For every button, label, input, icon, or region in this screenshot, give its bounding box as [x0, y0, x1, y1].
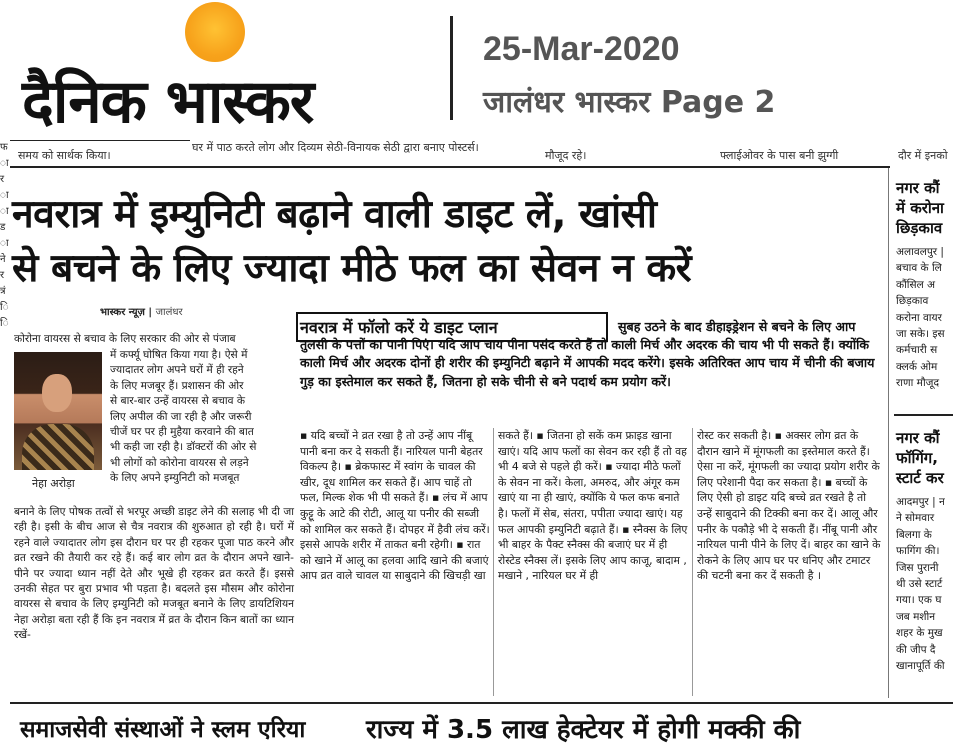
masthead-divider	[450, 16, 453, 120]
newspaper-logo: दैनिक भास्कर	[22, 67, 314, 137]
bottom-headline-2: राज्य में 3.5 लाख हेक्टेयर में होगी मक्की की	[366, 715, 801, 745]
byline: भास्कर न्यूज़ | जालंधर	[100, 307, 183, 318]
edition-date: 25-Mar-2020	[483, 30, 680, 68]
snippet: घर में पाठ करते लोग और दिव्यम सेठी-विनायक सेठी द्वारा बनाए पोस्टर्स।	[192, 141, 479, 154]
divider	[10, 166, 890, 168]
intro-wrap: में कर्फ्यू घोषित किया गया है। ऐसे में ज्यादातर लोग अपने घरों में ही रहने के लिए मजबूर हैं। प्रशासन की ओर से बार-बार उन्हें वायरस से बचाव के लिए अपील की जा रही है और जरूरी चीजें घर पर ही मुहैया करवाने की बात भी कही जा रही है। डॉक्टरों की ओर से भी लोगों को कोरोना वायरस से लड़ने के लिए अपने इम्युनिटी को मजबूत	[110, 349, 257, 485]
snippet: समय को सार्थक किया।	[18, 149, 111, 162]
byline-city: जालंधर	[155, 307, 183, 318]
headline-line-2: से बचने के लिए ज्यादा मीठे फल का सेवन न करें	[12, 246, 692, 291]
snippet: दौर में इनको	[898, 149, 948, 162]
right-story-2-head: नगर कौं फॉगिंग, स्टार्ट कर	[896, 429, 944, 487]
divider	[894, 414, 953, 416]
tips-column-1: ▪ यदि बच्चों ने व्रत रखा है तो उन्हें आप नींबू पानी बना कर दे सकती हैं। नारियल पानी बेहतर विकल्प है। ▪ ब्रेकफास्ट में स्वांग के चावल की खीर, दूध शामिल कर सकते हैं। आप चाहें तो फल, मिल्क शेक भी पी सकते हैं। ▪ लंच में आप कुट्टू के आटे की रोटी, आलू या पनीर की सब्जी को शामिल कर सकते हैं। दोपहर में हैवी लंच करें। इससे आपके शरीर में ताकत बनी रहेगी। ▪ रात को खाने में आलू का हलवा आदि खाने की बजाएं आप व्रत वाले चावल या साबुदाने की खिचड़ी खा	[300, 429, 490, 583]
snippet: मौजूद रहे।	[545, 149, 587, 162]
byline-source: भास्कर न्यूज़	[100, 307, 145, 318]
headline-line-1: नवरात्र में इम्युनिटी बढ़ाने वाली डाइट लें, खांसी	[12, 192, 657, 237]
intro-top: कोरोना वायरस से बचाव के लिए सरकार की ओर से पंजाब	[14, 333, 236, 345]
author-photo	[14, 352, 102, 470]
diet-lead: सुबह उठने के बाद डीहाइड्रेशन से बचने के लिए आप तुलसी के पत्तों का पानी पिएं। यदि आप चाय पीना पसंद करते हैं तो काली मिर्च और अदरक की चाय भी पी सकते हैं। क्योंकि काली मिर्च और अदरक दोनों ही शरीर की इम्युनिटी बढ़ाने में आपकी मदद करेंगे। इसके अतिरिक्त आप चाय में चीनी की बजाय गुड़ का इस्तेमाल कर सकते हैं, जितना हो सके चीनी से बने पदार्थ कम प्रयोग करें।	[300, 319, 875, 389]
column-rule	[493, 428, 494, 696]
edition-page: जालंधर भास्कर Page 2	[483, 85, 776, 120]
diet-title: नवरात्र में फॉलो करें ये डाइट प्लान	[300, 318, 498, 337]
tips-column-2: सकते हैं। ▪ जितना हो सकें कम फ्राइड खाना खाएं। यदि आप फलों का सेवन कर रही हैं तो वह भी 4 बजे से पहले ही करें। ▪ ज्यादा मीठे फलों के सेवन ना करें। केला, अमरुद, और अंगूर कम खाएं या ना ही खाएं, क्योंकि ये फल कफ बनाते है। फलों में सेब, संतरा, पपीता ज्यादा खाएं। यह फल आपकी इम्युनिटी बढ़ाते हैं। ▪ स्नैक्स के लिए भी बाहर के पैक्ट स्नैक्स की बजाएं घर में ही रोस्टेड स्नैक्स लें। इसके लिए आप काजू, बादाम , मखाने , नारियल घर में ही	[498, 429, 688, 583]
snippet: फ्लाईओवर के पास बनी झुग्गी	[720, 149, 839, 162]
right-story-1-head: नगर कौं में करोना छिड़काव	[896, 179, 944, 237]
photo-caption: नेहा अरोड़ा	[32, 477, 75, 490]
sun-logo-icon	[185, 2, 245, 62]
bottom-headline-1: समाजसेवी संस्थाओं ने स्लम एरिया	[20, 717, 306, 743]
right-story-2-body: आदमपुर | न ने सोमवार बिलगा के फागिंग की। जिस पुरानी थी उसे स्टार्ट गया। एक घ जब मशीन शहर के मुख की जीप दै खानापूर्ति की	[896, 496, 945, 673]
tips-column-3: रोस्ट कर सकती है। ▪ अक्सर लोग व्रत के दौरान खाने में मूंगफली का इस्तेमाल करते हैं। ऐसा ना करें, मूंगफली का ज्यादा प्रयोग शरीर के लिए परेशानी पैदा कर सकता है। ▪ बच्चों के लिए ऐसी हो डाइट यदि बच्चे व्रत रखते है तो उन्हें साबुदाने की टिक्की बना कर दें। आलू और पनीर के पकौड़े भी दे सकती हैं। नींबू पानी और नारियल पानी पीने के लिए दें। बाहर का खाने के रोकने के लिए आप घर पर धनिए और टमाटर की चटनी बना कर दें सकती है ।	[697, 429, 881, 583]
divider	[10, 702, 953, 704]
left-edge-fragments: फ ा र ा ा ड ा ने र त्रं ि ि	[0, 142, 9, 329]
column-rule	[692, 428, 693, 696]
column-rule	[888, 168, 889, 698]
divider	[10, 140, 190, 141]
right-story-1-body: अलावलपुर | बचाव के लि कौंसिल अ छिड़काव करोना वायर जा सके। इस कर्मचारी स क्लर्क ओम राणा मौजूद	[896, 246, 945, 390]
intro-body: बनाने के लिए पोषक तत्वों से भरपूर अच्छी डाइट लेने की सलाह भी दी जा रही है। इसी के बीच आज से चैत्र नवरात्र की शुरुआत हो रही है। घरों में रहने वाले ज्यादातर लोग इस दौरान घर पर ही रहकर पूजा पाठ करने और व्रत रखने की तैयारी कर रहे हैं। कई बार लोग व्रत के दौरान अपने खाने-पीने पर ज्यादा ध्यान नहीं देते और भूखे ही रहकर व्रत करते हैं। इससे उनकी सेहत पर बुरा प्रभाव भी पड़ता है। बदलते इस मौसम और कोरोना वायरस से बचाव के लिए इम्युनिटी को मजबूत बनाने के लिए डायटिशियन नेहा अरोड़ा बता रही हैं कि इन नवरात्र में व्रत के दौरान किन बातों का ध्यान रखें-	[14, 506, 294, 642]
